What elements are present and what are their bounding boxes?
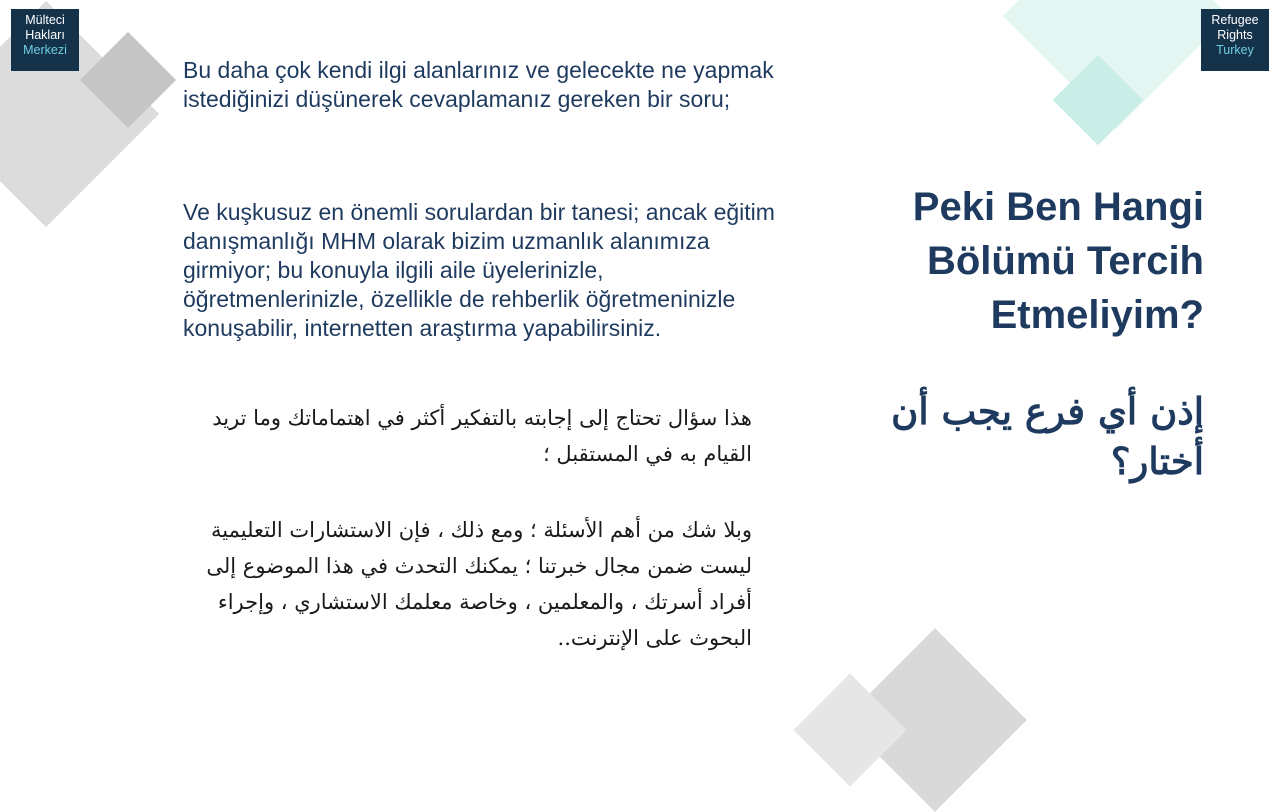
arabic-paragraph-1: هذا سؤال تحتاج إلى إجابته بالتفكير أكثر في اهتماماتك وما تريد القيام به في المستقبل ؛ [212,406,752,466]
title-line: Etmeliyim? [990,293,1204,337]
slide-title-arabic [844,386,1204,486]
title-line: إذن أي فرع يجب أن [891,389,1204,433]
title-line: أختار؟ [1110,439,1204,483]
logo-line: Rights [1217,28,1253,42]
turkish-paragraph-2: Ve kuşkusuz en önemli sorulardan bir tanesi; ancak eğitim danışmanlığı MHM olarak bizim uzmanlık alanımıza girmiyor; bu konuyla ilgili aile üyelerinizle, öğretmenlerinizle, özellikle de rehberlik öğretmeninizle konuşabilir, internetten araştırma yapabilirsiniz. [183,199,775,341]
logo-line: Merkezi [23,43,67,57]
logo-line: Hakları [25,28,65,42]
turkish-paragraph-1: Bu daha çok kendi ilgi alanlarınız ve gelecekte ne yapmak istediğinizi düşünerek cevaplamanız gereken bir soru; [183,57,774,112]
title-line: Bölümü Tercih [926,239,1204,283]
arabic-paragraph-2: وبلا شك من أهم الأسئلة ؛ ومع ذلك ، فإن الاستشارات التعليمية ليست ضمن مجال خبرتنا ؛ يمكنك التحدث في هذا الموضوع إلى أفراد أسرتك ، والمعلمين ، وخاصة معلمك الاستشاري ، وإجراء البحوث على الإنترنت.. [206,518,752,650]
slide-title-turkish [844,180,1204,342]
logo-multeci-haklari-merkezi [11,9,79,71]
logo-refugee-rights-turkey [1201,9,1269,71]
logo-line: Mülteci [25,13,65,27]
title-line: Peki Ben Hangi [912,185,1204,229]
logo-line: Turkey [1216,43,1254,57]
logo-line: Refugee [1211,13,1259,27]
